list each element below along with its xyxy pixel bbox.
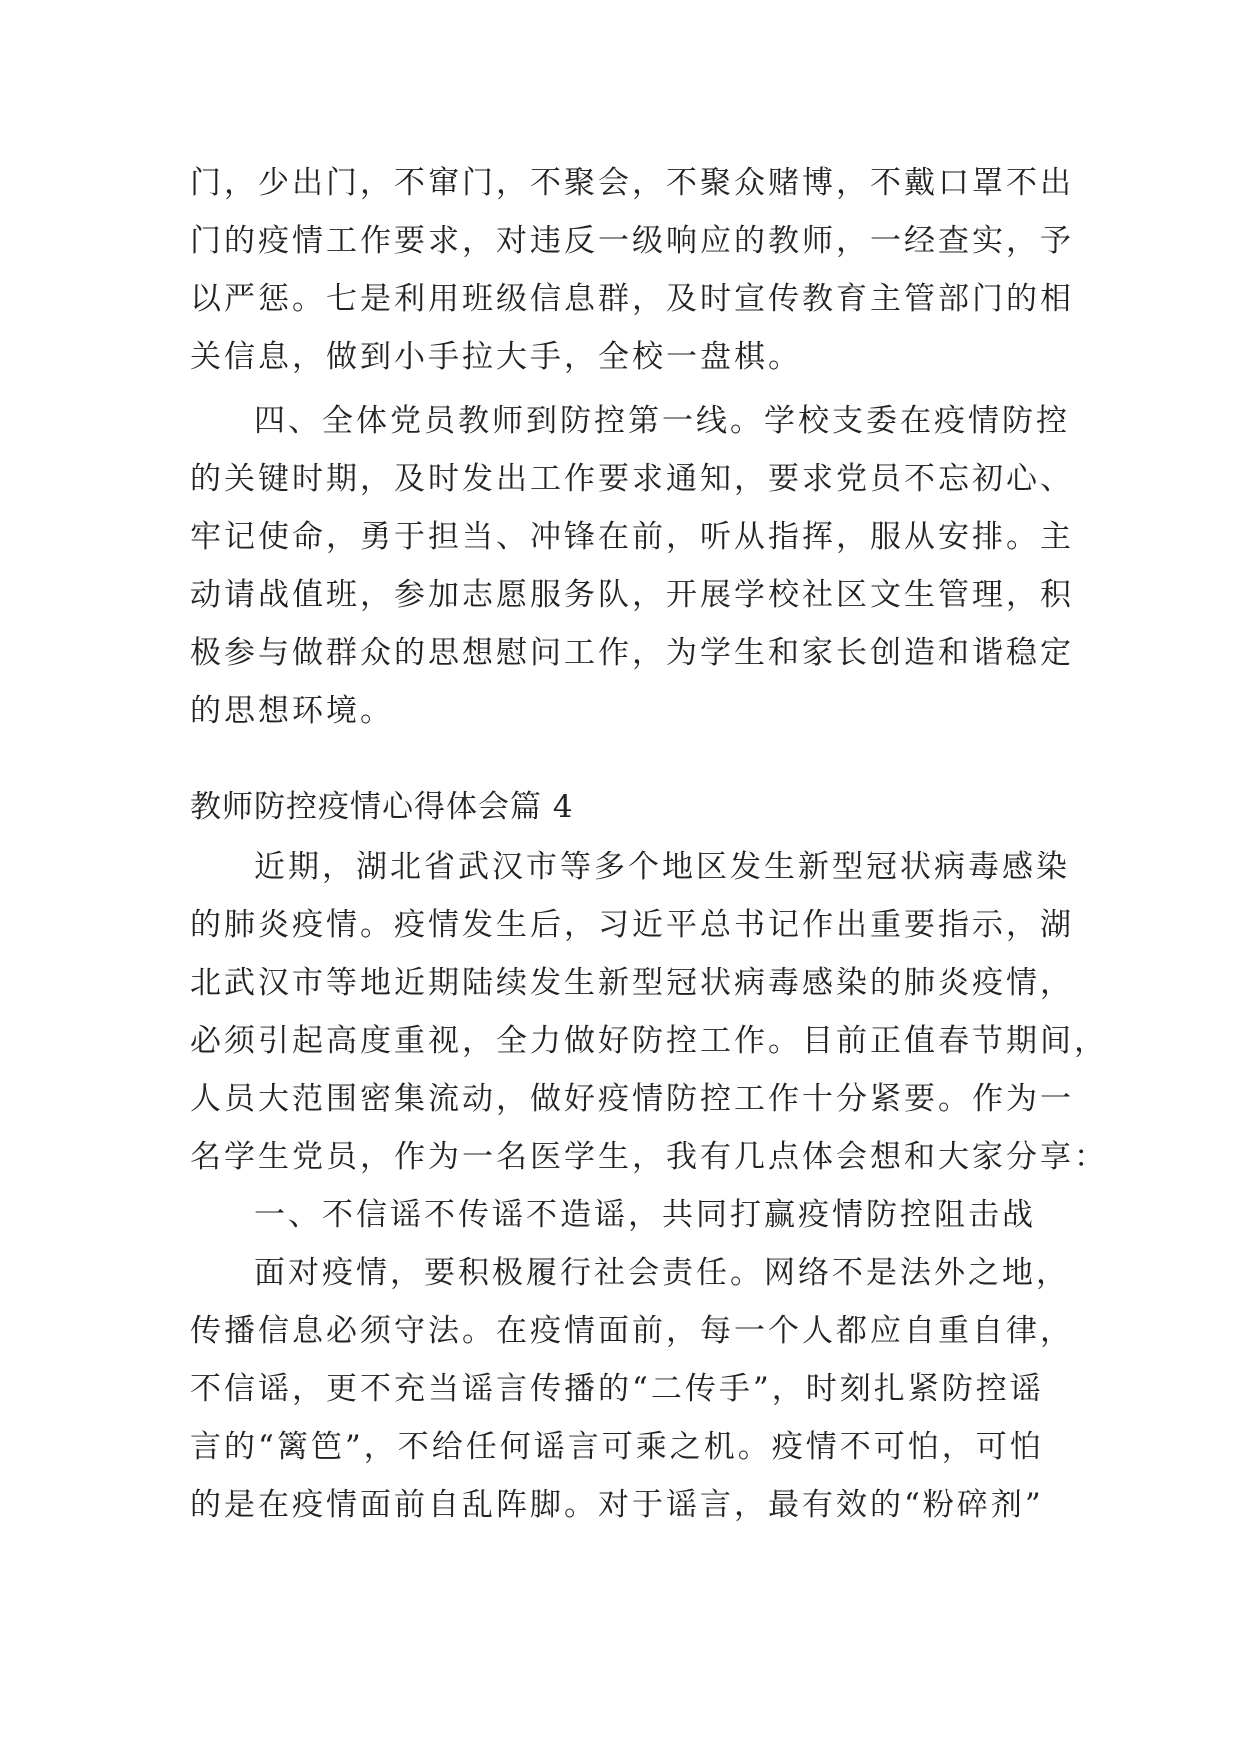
text-line: 动请战值班，参加志愿服务队，开展学校社区文生管理，积 <box>190 577 1074 613</box>
text-line: 的思想环境。 <box>190 693 394 729</box>
text-line: 名学生党员，作为一名医学生，我有几点体会想和大家分享： <box>190 1139 1108 1175</box>
text-line: 的关键时期，及时发出工作要求通知，要求党员不忘初心、 <box>190 461 1074 497</box>
section-title: 教师防控疫情心得体会篇 4 <box>190 789 574 825</box>
text-line: 面对疫情，要积极履行社会责任。网络不是法外之地， <box>254 1255 1070 1291</box>
paragraph-party-members <box>190 392 1074 740</box>
text-line: 一、不信谣不传谣不造谣，共同打赢疫情防控阻击战 <box>254 1197 1036 1233</box>
text-line: 门的疫情工作要求，对违反一级响应的教师，一经查实，予 <box>190 223 1074 259</box>
paragraph-continuation <box>190 154 1074 386</box>
text-line: 言的“篱笆”，不给任何谣言可乘之机。疫情不可怕，可怕 <box>190 1429 1044 1465</box>
text-line: 人员大范围密集流动，做好疫情防控工作十分紧要。作为一 <box>190 1081 1074 1117</box>
text-line: 传播信息必须守法。在疫情面前，每一个人都应自重自律， <box>190 1313 1074 1349</box>
text-line: 不信谣，更不充当谣言传播的“二传手”，时刻扎紧防控谣 <box>190 1371 1044 1407</box>
text-line: 的是在疫情面前自乱阵脚。对于谣言，最有效的“粉碎剂” <box>190 1487 1044 1523</box>
text-line: 关信息，做到小手拉大手，全校一盘棋。 <box>190 339 802 375</box>
text-line: 极参与做群众的思想慰问工作，为学生和家长创造和谐稳定 <box>190 635 1074 671</box>
text-line: 必须引起高度重视，全力做好防控工作。目前正值春节期间， <box>190 1023 1108 1059</box>
text-line: 北武汉市等地近期陆续发生新型冠状病毒感染的肺炎疫情， <box>190 965 1074 1001</box>
text-line: 近期，湖北省武汉市等多个地区发生新型冠状病毒感染 <box>254 849 1070 885</box>
paragraph-rumor <box>190 1244 1074 1534</box>
text-line: 的肺炎疫情。疫情发生后，习近平总书记作出重要指示，湖 <box>190 907 1074 943</box>
text-line: 门，少出门，不窜门，不聚会，不聚众赌博，不戴口罩不出 <box>190 165 1074 201</box>
paragraph-intro <box>190 838 1108 1186</box>
text-line: 以严惩。七是利用班级信息群，及时宣传教育主管部门的相 <box>190 281 1074 317</box>
text-line: 牢记使命，勇于担当、冲锋在前，听从指挥，服从安排。主 <box>190 519 1074 555</box>
subheading-one <box>190 1186 1060 1244</box>
text-line: 四、全体党员教师到防控第一线。学校支委在疫情防控 <box>254 403 1070 439</box>
